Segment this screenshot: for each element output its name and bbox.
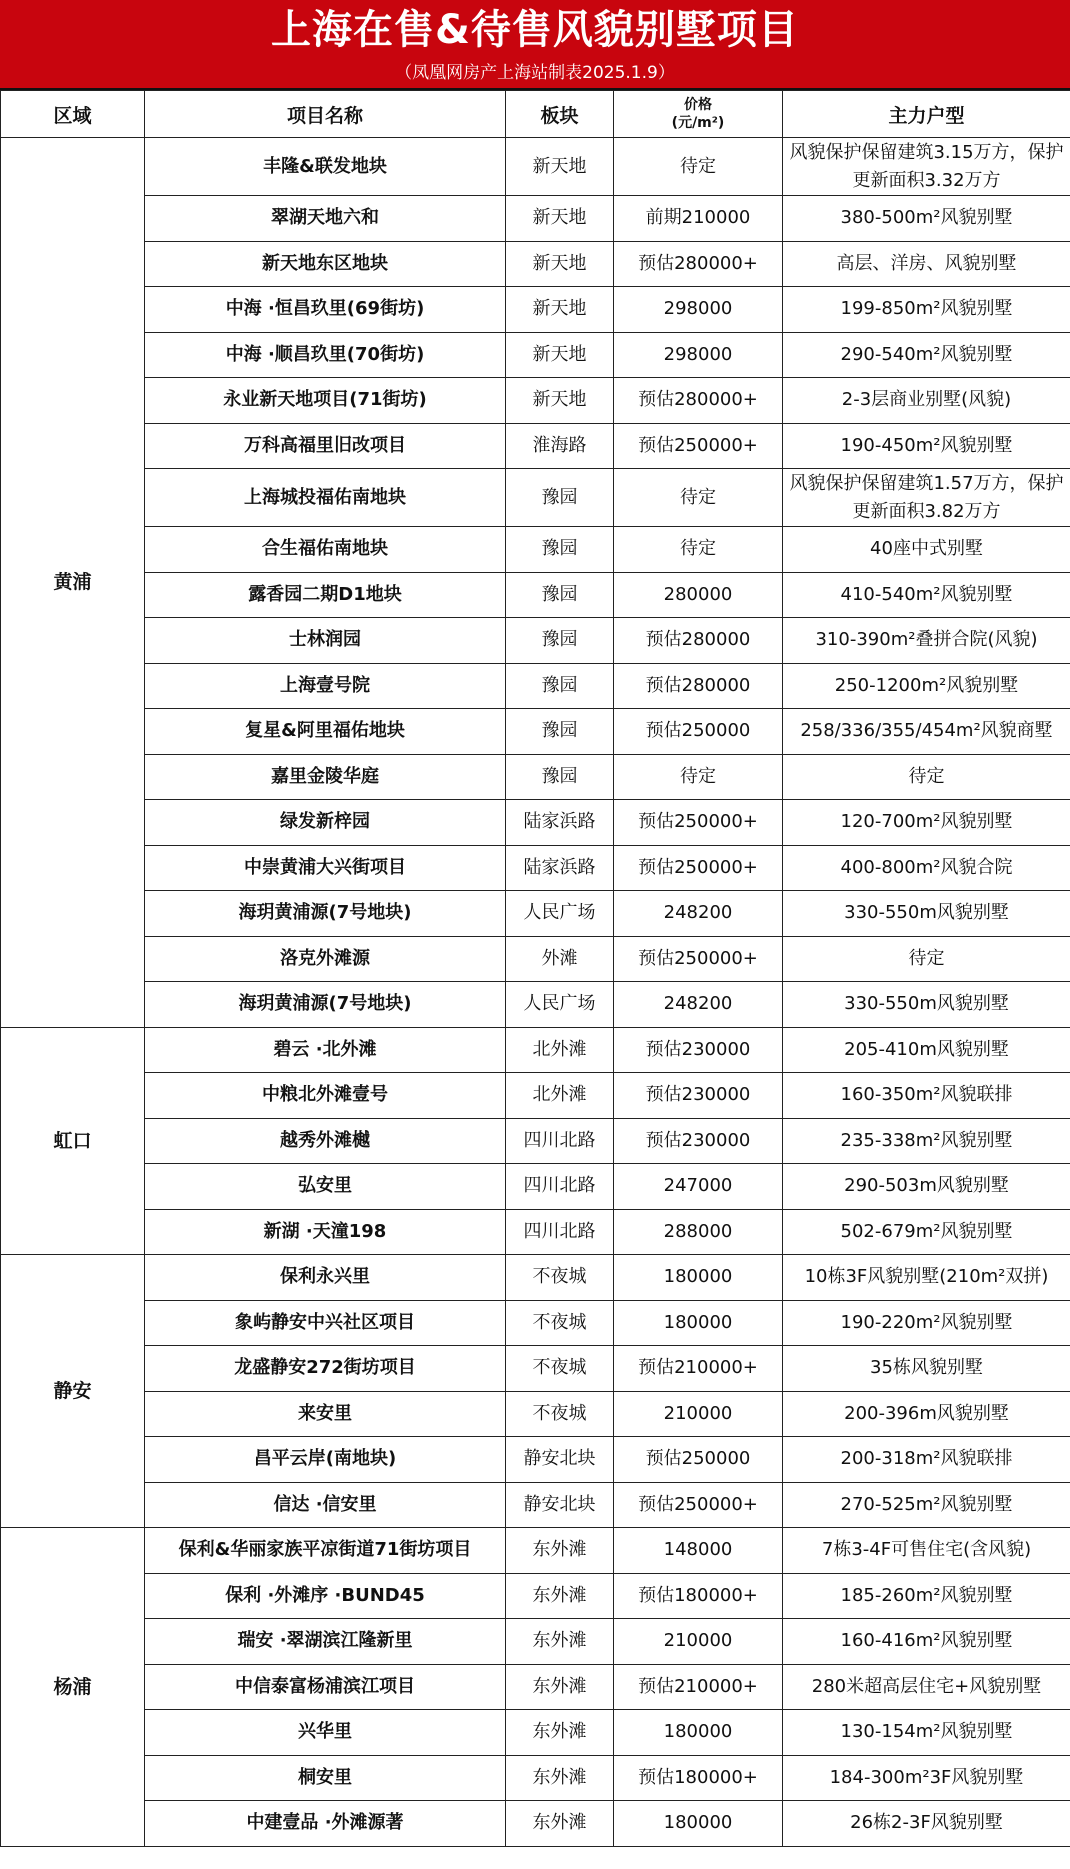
block-cell: 外滩 xyxy=(506,936,614,982)
price-cell: 247000 xyxy=(614,1164,783,1210)
table-row xyxy=(1,196,1070,242)
unit-type-cell: 400-800m²风貌合院 xyxy=(783,845,1070,891)
block-cell: 豫园 xyxy=(506,572,614,618)
unit-type-cell: 184-300m²3F风貌别墅 xyxy=(783,1755,1070,1801)
block-cell: 陆家浜路 xyxy=(506,800,614,846)
project-name-cell: 桐安里 xyxy=(145,1755,506,1801)
table-row xyxy=(1,1528,1070,1574)
project-name-cell: 士林润园 xyxy=(145,618,506,664)
region-cell: 杨浦 xyxy=(1,1528,145,1847)
unit-type-cell: 160-350m²风貌联排 xyxy=(783,1073,1070,1119)
project-name-cell: 万科高福里旧改项目 xyxy=(145,423,506,469)
table-row xyxy=(1,1300,1070,1346)
project-name-cell: 翠湖天地六和 xyxy=(145,196,506,242)
unit-type-cell: 502-679m²风貌别墅 xyxy=(783,1209,1070,1255)
page-title: 上海在售&待售风貌别墅项目 xyxy=(271,7,799,53)
table-row xyxy=(1,1801,1070,1847)
block-cell: 新天地 xyxy=(506,332,614,378)
table-row xyxy=(1,1209,1070,1255)
price-cell: 210000 xyxy=(614,1391,783,1437)
project-name-cell: 保利&华丽家族平凉街道71街坊项目 xyxy=(145,1528,506,1574)
unit-type-cell: 235-338m²风貌别墅 xyxy=(783,1118,1070,1164)
unit-type-cell: 250-1200m²风貌别墅 xyxy=(783,663,1070,709)
unit-type-cell: 高层、洋房、风貌别墅 xyxy=(783,241,1070,287)
project-name-cell: 中建壹品 ·外滩源著 xyxy=(145,1801,506,1847)
unit-type-cell: 200-318m²风貌联排 xyxy=(783,1437,1070,1483)
project-name-cell: 来安里 xyxy=(145,1391,506,1437)
project-name-cell: 嘉里金陵华庭 xyxy=(145,754,506,800)
table-row xyxy=(1,709,1070,755)
unit-type-cell: 120-700m²风貌别墅 xyxy=(783,800,1070,846)
price-cell: 预估280000 xyxy=(614,618,783,664)
price-cell: 210000 xyxy=(614,1619,783,1665)
project-name-cell: 永业新天地项目(71街坊) xyxy=(145,378,506,424)
price-cell: 180000 xyxy=(614,1801,783,1847)
block-cell: 东外滩 xyxy=(506,1801,614,1847)
block-cell: 豫园 xyxy=(506,618,614,664)
project-name-cell: 绿发新梓园 xyxy=(145,800,506,846)
block-cell: 东外滩 xyxy=(506,1710,614,1756)
table-row xyxy=(1,527,1070,573)
column-header-type: 主力户型 xyxy=(783,91,1070,138)
projects-table xyxy=(0,90,1070,1847)
table-row xyxy=(1,663,1070,709)
price-cell: 148000 xyxy=(614,1528,783,1574)
project-name-cell: 中海 ·顺昌玖里(70街坊) xyxy=(145,332,506,378)
price-cell: 预估250000 xyxy=(614,1437,783,1483)
page-subtitle: （凤凰网房产上海站制表2025.1.9） xyxy=(395,63,675,83)
table-row xyxy=(1,423,1070,469)
project-name-cell: 碧云 ·北外滩 xyxy=(145,1027,506,1073)
block-cell: 豫园 xyxy=(506,709,614,755)
project-name-cell: 洛克外滩源 xyxy=(145,936,506,982)
price-cell: 预估180000+ xyxy=(614,1755,783,1801)
project-name-cell: 丰隆&联发地块 xyxy=(145,138,506,196)
price-cell: 预估180000+ xyxy=(614,1573,783,1619)
block-cell: 豫园 xyxy=(506,527,614,573)
block-cell: 静安北块 xyxy=(506,1482,614,1528)
block-cell: 陆家浜路 xyxy=(506,845,614,891)
price-cell: 180000 xyxy=(614,1300,783,1346)
price-cell: 预估250000+ xyxy=(614,936,783,982)
unit-type-cell: 205-410m风貌别墅 xyxy=(783,1027,1070,1073)
block-cell: 四川北路 xyxy=(506,1118,614,1164)
price-cell: 待定 xyxy=(614,469,783,527)
table-row xyxy=(1,1073,1070,1119)
project-name-cell: 露香园二期D1地块 xyxy=(145,572,506,618)
unit-type-cell: 26栋2-3F风貌别墅 xyxy=(783,1801,1070,1847)
unit-type-cell: 2-3层商业别墅(风貌) xyxy=(783,378,1070,424)
table-row xyxy=(1,572,1070,618)
unit-type-cell: 185-260m²风貌别墅 xyxy=(783,1573,1070,1619)
project-name-cell: 合生福佑南地块 xyxy=(145,527,506,573)
project-name-cell: 昌平云岸(南地块) xyxy=(145,1437,506,1483)
price-cell: 预估250000+ xyxy=(614,423,783,469)
unit-type-cell: 35栋风貌别墅 xyxy=(783,1346,1070,1392)
block-cell: 四川北路 xyxy=(506,1164,614,1210)
block-cell: 不夜城 xyxy=(506,1255,614,1301)
price-cell: 280000 xyxy=(614,572,783,618)
price-cell: 前期210000 xyxy=(614,196,783,242)
project-name-cell: 海玥黄浦源(7号地块) xyxy=(145,982,506,1028)
project-name-cell: 新湖 ·天潼198 xyxy=(145,1209,506,1255)
price-cell: 预估250000+ xyxy=(614,800,783,846)
block-cell: 不夜城 xyxy=(506,1346,614,1392)
price-cell: 预估280000+ xyxy=(614,378,783,424)
block-cell: 不夜城 xyxy=(506,1300,614,1346)
table-row xyxy=(1,378,1070,424)
header-banner xyxy=(0,0,1070,90)
project-name-cell: 上海城投福佑南地块 xyxy=(145,469,506,527)
table-row xyxy=(1,982,1070,1028)
table-row xyxy=(1,891,1070,937)
block-cell: 东外滩 xyxy=(506,1619,614,1665)
price-cell: 预估230000 xyxy=(614,1118,783,1164)
table-row xyxy=(1,1710,1070,1756)
project-name-cell: 中崇黄浦大兴街项目 xyxy=(145,845,506,891)
project-name-cell: 兴华里 xyxy=(145,1710,506,1756)
price-cell: 待定 xyxy=(614,138,783,196)
price-cell: 预估230000 xyxy=(614,1027,783,1073)
project-name-cell: 复星&阿里福佑地块 xyxy=(145,709,506,755)
price-cell: 180000 xyxy=(614,1710,783,1756)
price-cell: 预估230000 xyxy=(614,1073,783,1119)
project-name-cell: 象屿静安中兴社区项目 xyxy=(145,1300,506,1346)
unit-type-cell: 190-450m²风貌别墅 xyxy=(783,423,1070,469)
block-cell: 东外滩 xyxy=(506,1755,614,1801)
unit-type-cell: 258/336/355/454m²风貌商墅 xyxy=(783,709,1070,755)
region-cell: 静安 xyxy=(1,1255,145,1528)
price-cell: 预估280000 xyxy=(614,663,783,709)
price-cell: 预估250000+ xyxy=(614,1482,783,1528)
unit-type-cell: 199-850m²风貌别墅 xyxy=(783,287,1070,333)
table-row xyxy=(1,1346,1070,1392)
unit-type-cell: 200-396m风貌别墅 xyxy=(783,1391,1070,1437)
unit-type-cell: 410-540m²风貌别墅 xyxy=(783,572,1070,618)
table-row xyxy=(1,1482,1070,1528)
project-name-cell: 保利永兴里 xyxy=(145,1255,506,1301)
project-name-cell: 保利 ·外滩序 ·BUND45 xyxy=(145,1573,506,1619)
column-header-price xyxy=(614,91,783,138)
price-cell: 288000 xyxy=(614,1209,783,1255)
table-row xyxy=(1,1755,1070,1801)
price-cell: 待定 xyxy=(614,754,783,800)
project-name-cell: 海玥黄浦源(7号地块) xyxy=(145,891,506,937)
table-row xyxy=(1,287,1070,333)
region-cell: 虹口 xyxy=(1,1027,145,1255)
block-cell: 东外滩 xyxy=(506,1573,614,1619)
price-cell: 预估210000+ xyxy=(614,1664,783,1710)
table-row xyxy=(1,332,1070,378)
column-header-block: 板块 xyxy=(506,91,614,138)
table-row xyxy=(1,936,1070,982)
unit-type-cell: 310-390m²叠拼合院(风貌) xyxy=(783,618,1070,664)
project-name-cell: 上海壹号院 xyxy=(145,663,506,709)
project-name-cell: 越秀外滩樾 xyxy=(145,1118,506,1164)
table-row xyxy=(1,469,1070,527)
table-row xyxy=(1,241,1070,287)
table-body xyxy=(1,138,1070,1847)
block-cell: 新天地 xyxy=(506,241,614,287)
region-cell: 黄浦 xyxy=(1,138,145,1028)
unit-type-cell: 270-525m²风貌别墅 xyxy=(783,1482,1070,1528)
block-cell: 不夜城 xyxy=(506,1391,614,1437)
block-cell: 新天地 xyxy=(506,196,614,242)
price-cell: 298000 xyxy=(614,287,783,333)
project-name-cell: 信达 ·信安里 xyxy=(145,1482,506,1528)
table-row xyxy=(1,1664,1070,1710)
block-cell: 人民广场 xyxy=(506,982,614,1028)
unit-type-cell: 280米超高层住宅+风貌别墅 xyxy=(783,1664,1070,1710)
unit-type-cell: 7栋3-4F可售住宅(含风貌) xyxy=(783,1528,1070,1574)
unit-type-cell: 待定 xyxy=(783,936,1070,982)
unit-type-cell: 160-416m²风貌别墅 xyxy=(783,1619,1070,1665)
table-row xyxy=(1,845,1070,891)
project-name-cell: 龙盛静安272街坊项目 xyxy=(145,1346,506,1392)
block-cell: 人民广场 xyxy=(506,891,614,937)
price-cell: 248200 xyxy=(614,982,783,1028)
table-row xyxy=(1,754,1070,800)
block-cell: 新天地 xyxy=(506,378,614,424)
block-cell: 静安北块 xyxy=(506,1437,614,1483)
price-cell: 预估250000+ xyxy=(614,845,783,891)
table-row xyxy=(1,1118,1070,1164)
table-row xyxy=(1,1573,1070,1619)
project-name-cell: 中海 ·恒昌玖里(69街坊) xyxy=(145,287,506,333)
table-row xyxy=(1,138,1070,196)
price-cell: 预估250000 xyxy=(614,709,783,755)
column-header-price-unit: (元/m²) xyxy=(671,115,725,131)
table-row xyxy=(1,1437,1070,1483)
project-name-cell: 弘安里 xyxy=(145,1164,506,1210)
table-row xyxy=(1,800,1070,846)
column-header-price-label: 价格 xyxy=(684,97,712,113)
block-cell: 豫园 xyxy=(506,469,614,527)
column-header-region: 区域 xyxy=(1,91,145,138)
block-cell: 新天地 xyxy=(506,138,614,196)
price-cell: 180000 xyxy=(614,1255,783,1301)
unit-type-cell: 130-154m²风貌别墅 xyxy=(783,1710,1070,1756)
block-cell: 北外滩 xyxy=(506,1027,614,1073)
unit-type-cell: 290-503m风貌别墅 xyxy=(783,1164,1070,1210)
unit-type-cell: 190-220m²风貌别墅 xyxy=(783,1300,1070,1346)
block-cell: 东外滩 xyxy=(506,1664,614,1710)
unit-type-cell: 330-550m风貌别墅 xyxy=(783,891,1070,937)
price-cell: 预估280000+ xyxy=(614,241,783,287)
unit-type-cell: 380-500m²风貌别墅 xyxy=(783,196,1070,242)
table-row xyxy=(1,1255,1070,1301)
block-cell: 东外滩 xyxy=(506,1528,614,1574)
unit-type-cell: 290-540m²风貌别墅 xyxy=(783,332,1070,378)
unit-type-cell: 40座中式别墅 xyxy=(783,527,1070,573)
block-cell: 淮海路 xyxy=(506,423,614,469)
block-cell: 北外滩 xyxy=(506,1073,614,1119)
column-header-name: 项目名称 xyxy=(145,91,506,138)
block-cell: 新天地 xyxy=(506,287,614,333)
table-row xyxy=(1,1164,1070,1210)
unit-type-cell: 10栋3F风貌别墅(210m²双拼) xyxy=(783,1255,1070,1301)
block-cell: 四川北路 xyxy=(506,1209,614,1255)
unit-type-cell: 330-550m风貌别墅 xyxy=(783,982,1070,1028)
project-name-cell: 中信泰富杨浦滨江项目 xyxy=(145,1664,506,1710)
project-name-cell: 中粮北外滩壹号 xyxy=(145,1073,506,1119)
table-header-row xyxy=(1,91,1070,138)
table-row xyxy=(1,618,1070,664)
unit-type-cell: 风貌保护保留建筑3.15万方，保护更新面积3.32万方 xyxy=(783,138,1070,196)
price-cell: 298000 xyxy=(614,332,783,378)
project-name-cell: 新天地东区地块 xyxy=(145,241,506,287)
table-row xyxy=(1,1027,1070,1073)
unit-type-cell: 待定 xyxy=(783,754,1070,800)
price-cell: 248200 xyxy=(614,891,783,937)
table-row xyxy=(1,1619,1070,1665)
table-row xyxy=(1,1391,1070,1437)
unit-type-cell: 风貌保护保留建筑1.57万方，保护更新面积3.82万方 xyxy=(783,469,1070,527)
price-cell: 预估210000+ xyxy=(614,1346,783,1392)
project-name-cell: 瑞安 ·翠湖滨江隆新里 xyxy=(145,1619,506,1665)
price-cell: 待定 xyxy=(614,527,783,573)
block-cell: 豫园 xyxy=(506,663,614,709)
block-cell: 豫园 xyxy=(506,754,614,800)
